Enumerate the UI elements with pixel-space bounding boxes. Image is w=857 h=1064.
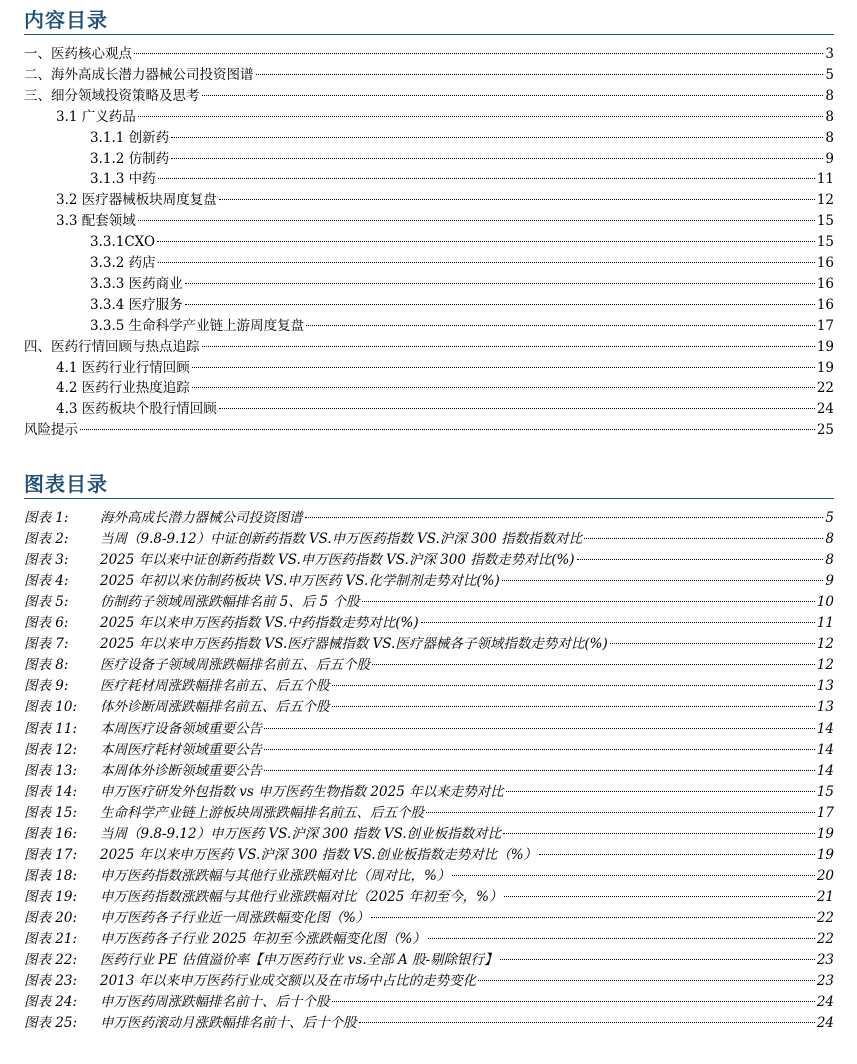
- lof-entry-title: 医疗设备子领域周涨跌幅排名前五、后五个股: [100, 657, 370, 674]
- lof-entry-page: 5: [825, 510, 834, 526]
- lof-entry-label: 图表 24:: [24, 994, 78, 1011]
- lof-entry-page: 24: [816, 994, 834, 1011]
- lof-entry-page: 21: [816, 888, 834, 905]
- dot-leader: [332, 685, 815, 686]
- dot-leader: [372, 664, 815, 665]
- dot-leader: [426, 812, 815, 813]
- toc-entry-title: 4.2 医药行业热度追踪: [56, 380, 190, 397]
- dot-leader: [219, 408, 815, 409]
- dot-leader: [452, 875, 814, 876]
- lof-entry[interactable]: [0, 929, 857, 949]
- toc-entry-page: 16: [816, 255, 834, 271]
- toc-entry-page: 15: [816, 213, 834, 230]
- lof-entry-label: 图表 14:: [24, 783, 78, 800]
- lof-entry-label: 图表 7:: [24, 636, 69, 653]
- lof-entry-title: 当周（9.8-9.12）中证创新药指数 VS.申万医药指数 VS.沪深 300 指数指数对比: [100, 531, 583, 548]
- lof-entry-label: 图表 25:: [24, 1015, 78, 1032]
- dot-leader: [157, 241, 815, 242]
- lof-entry[interactable]: [0, 571, 857, 591]
- lof-entry-page: 22: [816, 909, 834, 926]
- toc-entry-title: 3.3.5 生命科学产业链上游周度复盘: [90, 317, 305, 334]
- toc-entry-title: 3.3.2 药店: [90, 255, 156, 271]
- lof-entry[interactable]: [0, 866, 857, 886]
- lof-entry-title: 体外诊断周涨跌幅排名前五、后五个股: [100, 699, 330, 716]
- dot-leader: [138, 116, 824, 117]
- lof-entry-label: 图表 3:: [24, 552, 69, 569]
- toc-entry-page: 16: [816, 296, 834, 313]
- toc-entry[interactable]: [0, 274, 857, 294]
- lof-entry[interactable]: [0, 550, 857, 570]
- dot-leader: [264, 770, 815, 771]
- toc-entry-title: 四、医药行情回顾与热点追踪: [24, 338, 200, 355]
- lof-entry-page: 8: [825, 531, 834, 548]
- dot-leader: [256, 74, 824, 75]
- lof-entry-page: 23: [816, 952, 834, 969]
- toc-entry[interactable]: [0, 420, 857, 440]
- lof-entry-page: 19: [816, 846, 834, 863]
- dot-leader: [332, 1001, 815, 1002]
- toc-entry-page: 19: [816, 338, 834, 355]
- lof-entry-title: 申万医药指数涨跌幅与其他行业涨跌幅对比（2025 年初至今，%）: [100, 888, 503, 905]
- toc-entry-title: 4.1 医药行业行情回顾: [56, 359, 190, 376]
- lof-entry-page: 14: [816, 762, 834, 779]
- dot-leader: [202, 95, 824, 96]
- dot-leader: [192, 367, 815, 368]
- toc-entry-title: 一、医药核心观点: [24, 46, 132, 62]
- lof-entry-title: 仿制药子领域周涨跌幅排名前 5、后 5 个股: [100, 594, 360, 611]
- dot-leader: [362, 601, 815, 602]
- toc-heading-rule: [24, 34, 834, 35]
- lof-entry[interactable]: [0, 1013, 857, 1033]
- lof-heading-rule: [24, 498, 834, 499]
- lof-entry[interactable]: [0, 950, 857, 970]
- lof-entry[interactable]: [0, 529, 857, 549]
- lof-entry-title: 本周医疗设备领域重要公告: [100, 720, 262, 737]
- dot-leader: [171, 158, 823, 159]
- dot-leader: [158, 262, 815, 263]
- dot-leader: [503, 833, 815, 834]
- lof-entry-label: 图表 12:: [24, 741, 78, 758]
- lof-entry[interactable]: [0, 887, 857, 907]
- dot-leader: [305, 517, 824, 518]
- toc-entry-title: 3.3.1CXO: [90, 234, 156, 251]
- toc-entry[interactable]: [0, 295, 857, 315]
- lof-entry-page: 13: [816, 678, 834, 695]
- toc-entry[interactable]: [0, 149, 857, 169]
- lof-entry-label: 图表 15:: [24, 804, 78, 821]
- dot-leader: [332, 706, 815, 707]
- lof-entry[interactable]: [0, 508, 857, 528]
- lof-entry-label: 图表 9:: [24, 678, 69, 695]
- toc-entry[interactable]: [0, 44, 857, 64]
- dot-leader: [80, 429, 815, 430]
- lof-entry-label: 图表 6:: [24, 615, 69, 632]
- dot-leader: [421, 622, 815, 623]
- toc-entry-page: 3: [825, 46, 834, 62]
- lof-entry-page: 12: [816, 636, 834, 653]
- toc-entry-title: 4.3 医药板块个股行情回顾: [56, 401, 217, 418]
- lof-entry-label: 图表 2:: [24, 531, 69, 548]
- toc-entry-page: 22: [816, 380, 834, 397]
- dot-leader: [359, 1022, 815, 1023]
- lof-entry[interactable]: [0, 740, 857, 760]
- toc-entry[interactable]: [0, 378, 857, 398]
- dot-leader: [185, 304, 815, 305]
- lof-entry-title: 申万医药周涨跌幅排名前十、后十个股: [100, 994, 330, 1011]
- toc-entry[interactable]: [0, 358, 857, 378]
- lof-entry-label: 图表 8:: [24, 657, 69, 674]
- lof-entry[interactable]: [0, 971, 857, 991]
- toc-entry[interactable]: [0, 190, 857, 210]
- lof-entry-title: 医药行业 PE 估值溢价率【申万医药行业 vs.全部 A 股-剔除银行】: [100, 952, 498, 969]
- dot-leader: [202, 346, 815, 347]
- lof-entry-title: 本周医疗耗材领域重要公告: [100, 741, 262, 758]
- toc-entry-title: 三、细分领域投资策略及思考: [24, 87, 200, 104]
- dot-leader: [264, 749, 815, 750]
- lof-entry-page: 22: [816, 931, 834, 947]
- toc-entry-title: 3.1.3 中药: [90, 171, 156, 188]
- lof-entry-label: 图表 5:: [24, 594, 69, 611]
- lof-entry-label: 图表 23:: [24, 973, 78, 990]
- toc-entry-page: 25: [816, 422, 834, 439]
- dot-leader: [134, 53, 823, 54]
- lof-entry[interactable]: [0, 782, 857, 802]
- lof-entry[interactable]: [0, 845, 857, 865]
- lof-entry-title: 海外高成长潜力器械公司投资图谱: [100, 510, 303, 526]
- dot-leader: [610, 643, 815, 644]
- lof-entry-label: 图表 21:: [24, 931, 78, 947]
- toc-entry[interactable]: [0, 316, 857, 336]
- toc-entry[interactable]: [0, 232, 857, 252]
- lof-entry[interactable]: [0, 676, 857, 696]
- toc-entry-page: 12: [816, 192, 834, 209]
- lof-entry-page: 20: [816, 867, 834, 884]
- lof-entry-label: 图表 20:: [24, 909, 78, 926]
- toc-entry-page: 8: [825, 108, 834, 125]
- lof-entry-title: 申万医药指数涨跌幅与其他行业涨跌幅对比（周对比，%）: [100, 867, 451, 884]
- toc-entry[interactable]: [0, 337, 857, 357]
- toc-entry-title: 3.3.4 医疗服务: [90, 296, 183, 313]
- lof-entry[interactable]: [0, 655, 857, 675]
- lof-entry-label: 图表 16:: [24, 825, 78, 842]
- dot-leader: [577, 559, 824, 560]
- toc-entry-page: 16: [816, 275, 834, 292]
- lof-heading: 图表目录: [24, 472, 108, 496]
- lof-entry-page: 8: [825, 552, 834, 569]
- dot-leader: [584, 538, 823, 539]
- dot-leader: [502, 580, 824, 581]
- lof-entry-label: 图表 1:: [24, 510, 69, 526]
- lof-entry-label: 图表 19:: [24, 888, 78, 905]
- lof-entry-page: 10: [816, 594, 834, 611]
- toc-entry-title: 3.2 医疗器械板块周度复盘: [56, 192, 217, 209]
- lof-entry[interactable]: [0, 803, 857, 823]
- dot-leader: [138, 220, 815, 221]
- lof-entry-page: 15: [816, 783, 834, 800]
- dot-leader: [371, 917, 814, 918]
- toc-entry-title: 3.3 配套领域: [56, 213, 136, 230]
- lof-entry-title: 2025 年以来申万医药指数 VS.中药指数走势对比(%): [100, 615, 419, 632]
- toc-entry-title: 3.3.3 医药商业: [90, 275, 183, 292]
- lof-entry[interactable]: [0, 824, 857, 844]
- toc-entry-page: 8: [825, 129, 834, 146]
- toc-entry-title: 3.1.1 创新药: [90, 129, 170, 146]
- dot-leader: [158, 178, 815, 179]
- toc-entry-page: 17: [816, 317, 834, 334]
- toc-entry-page: 8: [825, 87, 834, 104]
- lof-entry-page: 9: [825, 573, 834, 590]
- dot-leader: [506, 791, 815, 792]
- lof-entry-title: 申万医药各子行业近一周涨跌幅变化图（%）: [100, 909, 370, 926]
- dot-leader: [171, 137, 823, 138]
- toc-entry-title: 风险提示: [24, 422, 78, 439]
- dot-leader: [478, 980, 815, 981]
- lof-entry[interactable]: [0, 908, 857, 928]
- lof-entry-page: 13: [816, 699, 834, 716]
- toc-heading: 内容目录: [24, 8, 108, 32]
- toc-entry-page: 5: [825, 66, 834, 83]
- dot-leader: [500, 959, 815, 960]
- dot-leader: [504, 896, 814, 897]
- lof-entry-title: 本周体外诊断领域重要公告: [100, 762, 262, 779]
- lof-entry-page: 11: [816, 615, 834, 632]
- toc-entry-page: 9: [825, 150, 834, 167]
- lof-entry-label: 图表 18:: [24, 867, 78, 884]
- toc-entry[interactable]: [0, 211, 857, 231]
- lof-entry-title: 医疗耗材周涨跌幅排名前五、后五个股: [100, 678, 330, 695]
- toc-entry[interactable]: [0, 107, 857, 127]
- lof-entry-title: 2025 年初以来仿制药板块 VS.申万医药 VS.化学制剂走势对比(%): [100, 573, 500, 590]
- dot-leader: [192, 387, 815, 388]
- lof-entry[interactable]: [0, 697, 857, 717]
- toc-entry[interactable]: [0, 169, 857, 189]
- lof-entry[interactable]: [0, 592, 857, 612]
- lof-entry-label: 图表 11:: [24, 720, 78, 737]
- lof-entry[interactable]: [0, 719, 857, 739]
- toc-entry-title: 3.1.2 仿制药: [90, 150, 170, 167]
- lof-entry-page: 14: [816, 720, 834, 737]
- toc-entry-page: 11: [816, 171, 834, 188]
- lof-entry-title: 2025 年以来申万医药指数 VS.医疗器械指数 VS.医疗器械各子领域指数走势对比(%): [100, 636, 608, 653]
- dot-leader: [306, 325, 815, 326]
- lof-entry-title: 申万医药滚动月涨跌幅排名前十、后十个股: [100, 1015, 357, 1032]
- toc-entry-title: 二、海外高成长潜力器械公司投资图谱: [24, 66, 254, 83]
- lof-entry-title: 2013 年以来申万医药行业成交额以及在市场中占比的走势变化: [100, 973, 477, 990]
- lof-entry-title: 生命科学产业链上游板块周涨跌幅排名前五、后五个股: [100, 804, 424, 821]
- toc-entry[interactable]: [0, 86, 857, 106]
- toc-entry-title: 3.1 广义药品: [56, 108, 136, 125]
- lof-entry-page: 24: [816, 1015, 834, 1032]
- lof-entry-page: 23: [816, 973, 834, 990]
- toc-entry-page: 15: [816, 234, 834, 251]
- lof-entry-title: 当周（9.8-9.12）申万医药 VS.沪深 300 指数 VS.创业板指数对比: [100, 825, 502, 842]
- toc-entry-page: 24: [816, 401, 834, 418]
- lof-entry-page: 14: [816, 741, 834, 758]
- lof-entry-title: 申万医疗研发外包指数 vs 申万医药生物指数 2025 年以来走势对比: [100, 783, 504, 800]
- lof-entry-label: 图表 17:: [24, 846, 78, 863]
- lof-entry[interactable]: [0, 613, 857, 633]
- dot-leader: [428, 938, 815, 939]
- lof-entry[interactable]: [0, 992, 857, 1012]
- dot-leader: [539, 854, 815, 855]
- lof-entry[interactable]: [0, 634, 857, 654]
- lof-entry-page: 17: [816, 804, 834, 821]
- toc-entry[interactable]: [0, 128, 857, 148]
- dot-leader: [219, 199, 815, 200]
- lof-entry-label: 图表 13:: [24, 762, 78, 779]
- toc-entry-page: 19: [816, 359, 834, 376]
- lof-entry-label: 图表 4:: [24, 573, 69, 590]
- lof-entry-page: 19: [816, 825, 834, 842]
- toc-entry[interactable]: [0, 399, 857, 419]
- lof-entry[interactable]: [0, 761, 857, 781]
- toc-entry[interactable]: [0, 253, 857, 273]
- dot-leader: [185, 283, 815, 284]
- lof-entry-page: 12: [816, 657, 834, 674]
- toc-entry[interactable]: [0, 65, 857, 85]
- lof-entry-title: 2025 年以来中证创新药指数 VS.申万医药指数 VS.沪深 300 指数走势对比(%): [100, 552, 575, 569]
- lof-entry-title: 2025 年以来申万医药 VS.沪深 300 指数 VS.创业板指数走势对比（%）: [100, 846, 538, 863]
- lof-entry-label: 图表 10:: [24, 699, 78, 716]
- lof-entry-title: 申万医药各子行业 2025 年初至今涨跌幅变化图（%）: [100, 931, 426, 947]
- lof-entry-label: 图表 22:: [24, 952, 78, 969]
- dot-leader: [264, 728, 815, 729]
